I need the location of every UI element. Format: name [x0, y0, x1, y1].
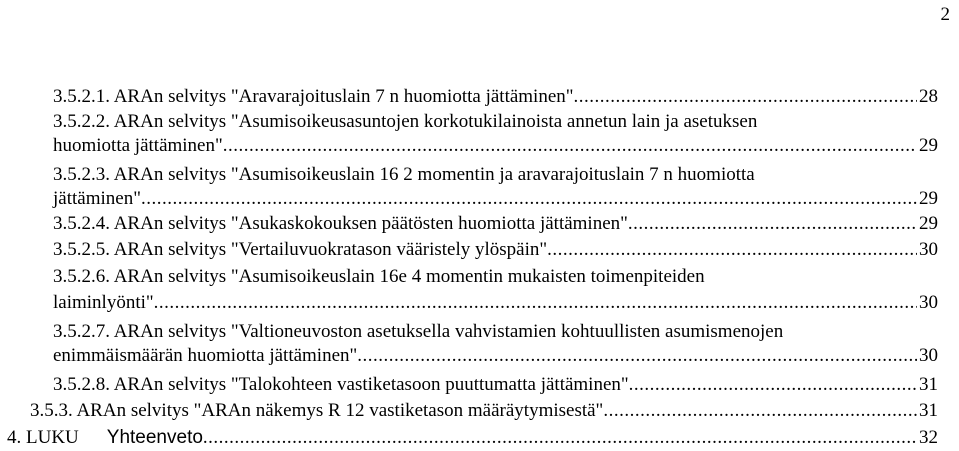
- toc-entry-page: 30: [919, 292, 938, 313]
- toc-entry-page: 28: [919, 86, 938, 107]
- toc-entry-page: 31: [919, 400, 938, 421]
- toc-entry-3-5-2-3-line1[interactable]: [53, 164, 938, 186]
- toc-entry-title: ARAn selvitys "Aravarajoituslain 7 n huomiotta jättäminen": [113, 86, 574, 107]
- toc-entry-number: 3.5.2.5.: [53, 239, 110, 260]
- toc-entry-3-5-2-1[interactable]: [53, 86, 938, 108]
- toc-entry-3-5-2-7-line1[interactable]: [53, 321, 938, 343]
- dot-leader: [203, 427, 917, 449]
- toc-entry-number: 3.5.2.1.: [53, 86, 110, 107]
- toc-entry-title: ARAn selvitys "Vertailuvuokratason vääristely ylöspäin": [113, 239, 548, 260]
- toc-entry-page: 32: [919, 427, 938, 448]
- toc-entry-number: 4. LUKU: [7, 427, 79, 448]
- dot-leader: [628, 213, 917, 235]
- dot-leader: [357, 345, 917, 367]
- toc-entry-3-5-2-5[interactable]: [53, 239, 938, 261]
- toc-entry-number: 3.5.2.7.: [53, 321, 110, 342]
- toc-entry-title-cont: enimmäismäärän huomiotta jättäminen": [53, 345, 358, 366]
- dot-leader: [603, 400, 917, 422]
- toc-entry-3-5-2-8[interactable]: [53, 374, 938, 396]
- dot-leader: [154, 292, 917, 314]
- toc-entry-title: ARAn selvitys "Talokohteen vastiketasoon puuttumatta jättäminen": [113, 374, 629, 395]
- dot-leader: [223, 135, 917, 157]
- toc-entry-title: ARAn selvitys "ARAn näkemys R 12 vastiketason määräytymisestä": [76, 400, 604, 421]
- toc-entry-title: ARAn selvitys "Asukaskokouksen päätösten huomiotta jättäminen": [113, 213, 628, 234]
- toc-entry-page: 31: [919, 374, 938, 395]
- toc-entry-title: ARAn selvitys "Asumisoikeuslain 16 2 momentin ja aravarajoituslain 7 n huomiotta: [113, 164, 755, 185]
- dot-leader: [629, 374, 917, 396]
- toc-entry-number: 3.5.2.4.: [53, 213, 110, 234]
- toc-entry-title-cont: laiminlyönti": [53, 292, 154, 313]
- toc-entry-page: 29: [919, 213, 938, 234]
- toc-entry-title: ARAn selvitys "Asumisoikeuslain 16e 4 momentin mukaisten toimenpiteiden: [113, 266, 705, 287]
- toc-entry-4[interactable]: [7, 427, 938, 449]
- toc-entry-number: 3.5.2.8.: [53, 374, 110, 395]
- toc-entry-page: 30: [919, 239, 938, 260]
- toc-entry-3-5-2-7-line2[interactable]: [53, 345, 938, 367]
- toc-entry-title: Yhteenveto: [106, 427, 203, 448]
- toc-entry-3-5-2-6-line1[interactable]: [53, 266, 938, 288]
- toc-entry-title: ARAn selvitys "Asumisoikeusasuntojen korkotukilainoista annetun lain ja asetuksen: [113, 111, 758, 132]
- toc-entry-3-5-2-2-line2[interactable]: [53, 135, 938, 157]
- toc-entry-title-cont: jättäminen": [53, 188, 141, 209]
- toc-entry-3-5-2-2-line1[interactable]: [53, 111, 938, 133]
- toc-entry-3-5-2-6-line2[interactable]: [53, 292, 938, 314]
- toc-entry-page: 30: [919, 345, 938, 366]
- toc-entry-page: 29: [919, 188, 938, 209]
- dot-leader: [141, 188, 917, 210]
- dot-leader: [547, 239, 917, 261]
- toc-entry-number: 3.5.2.2.: [53, 111, 110, 132]
- toc-entry-3-5-2-4[interactable]: [53, 213, 938, 235]
- toc-entry-3-5-2-3-line2[interactable]: [53, 188, 938, 210]
- dot-leader: [574, 86, 917, 108]
- toc-entry-number: 3.5.2.3.: [53, 164, 110, 185]
- toc-entry-number: 3.5.2.6.: [53, 266, 110, 287]
- page-number: 2: [940, 4, 950, 25]
- toc-entry-3-5-3[interactable]: [30, 400, 938, 422]
- toc-entry-page: 29: [919, 135, 938, 156]
- toc-entry-title-cont: huomiotta jättäminen": [53, 135, 223, 156]
- toc-entry-number: 3.5.3.: [30, 400, 73, 421]
- toc-entry-title: ARAn selvitys "Valtioneuvoston asetuksella vahvistamien kohtuullisten asumismenojen: [113, 321, 784, 342]
